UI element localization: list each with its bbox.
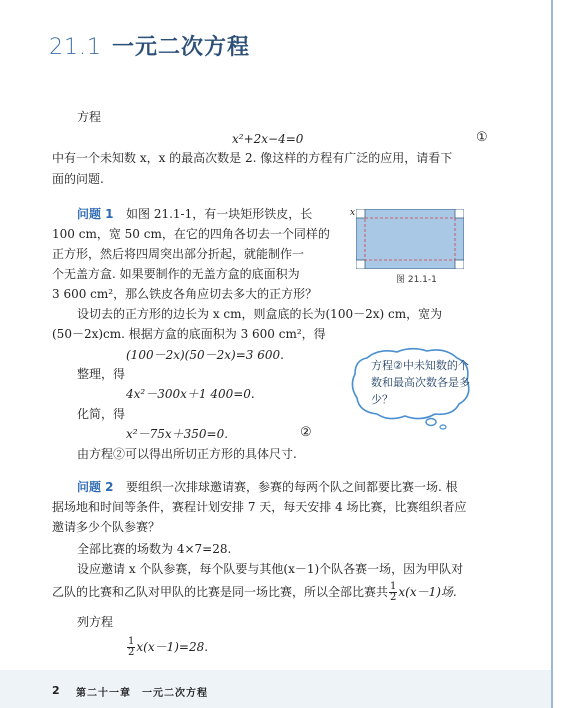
problem-2-label: 问题 2 (77, 480, 114, 494)
figure-metal-sheet (356, 209, 464, 269)
tidy-label: 整理，得 (77, 367, 126, 381)
intro-equation: x²+2x−4=0 (232, 132, 304, 146)
equation-label: 列方程 (77, 615, 114, 629)
section-name: 一元二次方程 (111, 35, 250, 60)
final-expression: x(x－1)=28. (136, 640, 209, 654)
problem-2-line-2: 据场地和时间等条件，赛程计划安排 7 天，每天安排 4 场比赛，比赛组织者应 (52, 500, 467, 514)
corner-cut-bottom-right (455, 260, 464, 269)
bubble-tail-1 (426, 419, 436, 426)
problem-1-line-1: 如图 21.1-1，有一块矩形铁皮，长 (126, 207, 313, 221)
section-title (49, 30, 250, 61)
problem-1-eq-2: 4x²－300x＋1 400=0. (126, 387, 255, 401)
fraction-half (389, 582, 397, 603)
bubble-tail-2 (440, 425, 446, 429)
problem-1-solution-2: (50－2x)cm. 根据方盒的底面积为 3 600 cm²，得 (52, 327, 326, 341)
intro-line-1: 中有一个未知数 x，x 的最高次数是 2. 像这样的方程有广泛的应用，请看下 (52, 151, 453, 165)
setup-2-text: 乙队的比赛和乙队对甲队的比赛是同一场比赛，所以全部比赛共 (52, 585, 389, 599)
figure-caption: 图 21.1-1 (396, 275, 437, 285)
section-number: 21.1 (49, 35, 102, 60)
corner-cut-bottom-left (356, 260, 365, 269)
equation-number-2: ② (300, 425, 312, 440)
problem-1-conclusion: 由方程②可以得出所切正方形的具体尺寸. (77, 447, 297, 461)
problem-2-total: 全部比赛的场数为 4×7=28. (77, 542, 232, 556)
page-number: 2 (52, 684, 60, 697)
intro-line-2: 面的问题. (52, 172, 104, 186)
problem-1-eq-1: (100－2x)(50－2x)=3 600. (126, 348, 284, 362)
fraction-numerator: 1 (390, 581, 397, 592)
final-fraction-numerator: 1 (128, 636, 135, 647)
problem-2-setup-2 (52, 582, 457, 603)
problem-2-setup-1: 设应邀请 x 个队参赛，每个队要与其他(x－1)个队各赛一场，因为甲队对 (77, 562, 464, 576)
final-fraction (127, 637, 135, 658)
corner-cut-top-left (356, 209, 365, 218)
intro-label: 方程 (77, 110, 102, 124)
chapter-name: 第二十一章 一元二次方程 (76, 688, 208, 699)
final-fraction-denominator: 2 (128, 647, 135, 658)
problem-1-line-5: 3 600 cm²，那么铁皮各角应切去多大的正方形？ (52, 287, 318, 301)
bubble-question: 方程②中未知数的个数和最高次数各是多少？ (371, 359, 470, 406)
problem-1-solution-1: 设切去的正方形的边长为 x cm，则盒底的长为(100－2x) cm，宽为 (77, 307, 443, 321)
right-border-rule (551, 0, 553, 708)
problem-1-label: 问题 1 (77, 207, 114, 221)
problem-1-eq-3: x²－75x＋350=0. (126, 427, 229, 441)
problem-1-line-2: 100 cm，宽 50 cm，在它的四角各切去一个同样的 (52, 227, 330, 241)
problem-1-line-3: 正方形，然后将四周突出部分折起，就能制作一 (52, 247, 305, 261)
problem-1-line-4: 个无盖方盒. 如果要制作的无盖方盒的底面积为 (52, 267, 300, 281)
fraction-denominator: 2 (390, 592, 397, 603)
equation-number-1: ① (476, 130, 488, 145)
figure-x-label: x (350, 208, 356, 218)
simplify-label: 化简，得 (77, 407, 126, 421)
final-equation (126, 637, 208, 658)
corner-cut-top-right (455, 209, 464, 218)
problem-2-line-3: 邀请多少个队参赛？ (52, 520, 161, 534)
problem-2-line-1: 要组织一次排球邀请赛，参赛的每两个队之间都要比赛一场. 根 (126, 480, 458, 494)
setup-2-expression: x(x－1)场. (398, 585, 457, 599)
